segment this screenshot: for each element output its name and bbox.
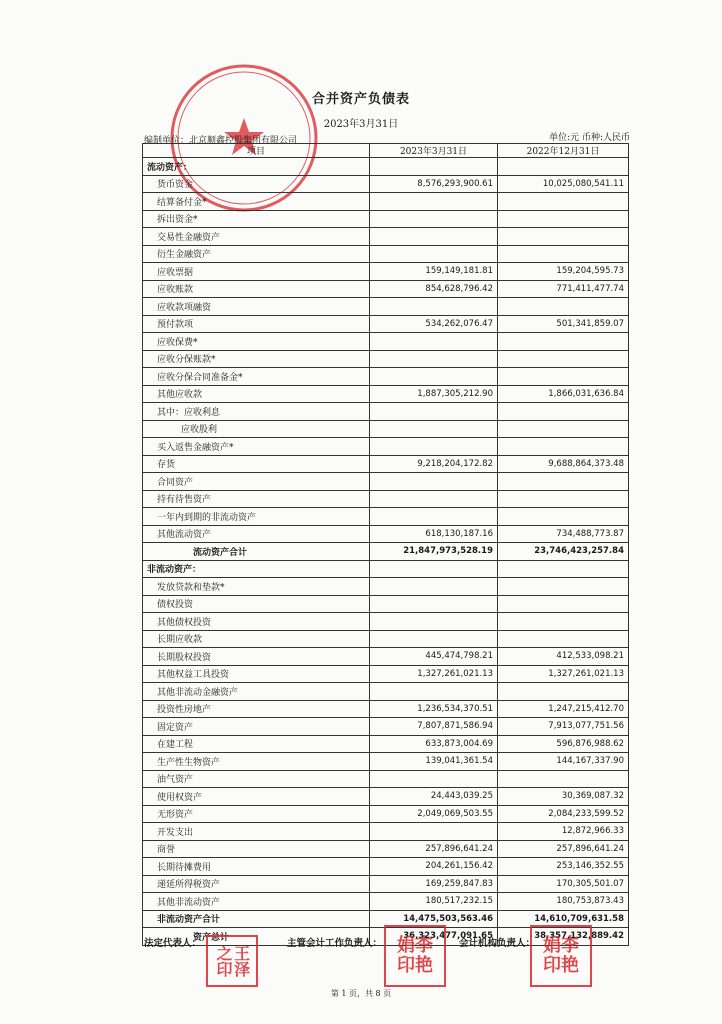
value-current [370, 560, 498, 578]
value-prior: 14,610,709,631.58 [498, 910, 629, 928]
table-row [143, 665, 629, 683]
row-label: 应收账款 [143, 280, 370, 298]
value-prior: 1,866,031,636.84 [498, 385, 629, 403]
value-current: 24,443,039.25 [370, 788, 498, 806]
header-prior: 2022年12月31日 [498, 144, 629, 158]
row-label: 长期待摊费用 [143, 858, 370, 876]
table-row [143, 753, 629, 771]
header-item: 项目 [143, 144, 370, 158]
row-label: 递延所得税资产 [143, 875, 370, 893]
value-current: 8,576,293,900.61 [370, 175, 498, 193]
row-label: 预付款项 [143, 315, 370, 333]
value-prior: 734,488,773.87 [498, 525, 629, 543]
row-label: 非流动资产： [143, 560, 370, 578]
value-prior: 7,913,077,751.56 [498, 718, 629, 736]
table-row [143, 875, 629, 893]
row-label: 结算备付金* [143, 193, 370, 211]
value-current [370, 228, 498, 246]
value-prior: 144,167,337.90 [498, 753, 629, 771]
report-title: 合并资产负债表 [311, 92, 410, 107]
accountant-head-stamp: 娟李 印艳 [384, 925, 446, 987]
value-prior [498, 473, 629, 491]
value-current [370, 368, 498, 386]
value-current: 180,517,232.15 [370, 893, 498, 911]
unit-label: 单位:元 币种:人民币 [549, 133, 630, 143]
value-prior [498, 333, 629, 351]
value-current [370, 630, 498, 648]
row-label: 油气资产 [143, 770, 370, 788]
row-label: 非流动资产合计 [143, 910, 370, 928]
value-prior [498, 403, 629, 421]
table-row [143, 543, 629, 561]
value-prior: 257,896,641.24 [498, 840, 629, 858]
value-prior: 1,327,261,021.13 [498, 665, 629, 683]
accounting-head-label: 主管会计工作负责人： [287, 938, 383, 949]
value-prior [498, 508, 629, 526]
value-current [370, 770, 498, 788]
compiler-label: 编制单位：北京顺鑫控股集团有限公司 [144, 136, 298, 146]
value-current: 14,475,503,563.46 [370, 910, 498, 928]
row-label: 长期应收款 [143, 630, 370, 648]
value-current [370, 613, 498, 631]
value-current [370, 298, 498, 316]
row-label: 开发支出 [143, 823, 370, 841]
value-current: 445,474,798.21 [370, 648, 498, 666]
table-row [143, 823, 629, 841]
value-prior [498, 438, 629, 456]
table-row [143, 350, 629, 368]
table-row [143, 193, 629, 211]
row-label: 货币资金 [143, 175, 370, 193]
table-row [143, 245, 629, 263]
value-current [370, 245, 498, 263]
balance-sheet-table [142, 143, 629, 946]
value-prior: 23,746,423,257.84 [498, 543, 629, 561]
row-label: 交易性金融资产 [143, 228, 370, 246]
value-prior [498, 210, 629, 228]
value-current [370, 210, 498, 228]
value-current: 159,149,181.81 [370, 263, 498, 281]
value-prior: 501,341,859.07 [498, 315, 629, 333]
value-current [370, 193, 498, 211]
row-label: 资产总计 [143, 928, 370, 946]
table-row [143, 525, 629, 543]
table-row [143, 228, 629, 246]
row-label: 应收分保账款* [143, 350, 370, 368]
row-label: 应收票据 [143, 263, 370, 281]
table-row [143, 735, 629, 753]
table-row [143, 210, 629, 228]
value-current: 534,262,076.47 [370, 315, 498, 333]
value-current [370, 595, 498, 613]
value-prior [498, 630, 629, 648]
row-label: 发放贷款和垫款* [143, 578, 370, 596]
value-prior: 253,146,352.55 [498, 858, 629, 876]
table-row [143, 158, 629, 176]
value-current: 9,218,204,172.82 [370, 455, 498, 473]
table-row [143, 718, 629, 736]
row-label: 其他应收款 [143, 385, 370, 403]
value-prior: 1,247,215,412.70 [498, 700, 629, 718]
value-prior: 159,204,595.73 [498, 263, 629, 281]
table-row [143, 840, 629, 858]
table-row [143, 508, 629, 526]
value-current: 1,887,305,212.90 [370, 385, 498, 403]
value-current: 21,847,973,528.19 [370, 543, 498, 561]
value-prior: 30,369,087.32 [498, 788, 629, 806]
value-current [370, 403, 498, 421]
row-label: 存货 [143, 455, 370, 473]
value-prior: 9,688,864,373.48 [498, 455, 629, 473]
row-label: 其他权益工具投资 [143, 665, 370, 683]
row-label: 生产性生物资产 [143, 753, 370, 771]
value-current [370, 508, 498, 526]
table-row [143, 175, 629, 193]
row-label: 衍生金融资产 [143, 245, 370, 263]
row-label: 持有待售资产 [143, 490, 370, 508]
table-row [143, 455, 629, 473]
value-prior [498, 770, 629, 788]
value-prior: 412,533,098.21 [498, 648, 629, 666]
value-current: 36,323,477,091.65 [370, 928, 498, 946]
value-current: 139,041,361.54 [370, 753, 498, 771]
value-current [370, 350, 498, 368]
value-prior [498, 228, 629, 246]
row-label: 流动资产合计 [143, 543, 370, 561]
value-prior: 771,411,477.74 [498, 280, 629, 298]
row-label: 其他流动资产 [143, 525, 370, 543]
table-row [143, 473, 629, 491]
row-label: 在建工程 [143, 735, 370, 753]
row-label: 商誉 [143, 840, 370, 858]
table-row [143, 893, 629, 911]
table-row [143, 368, 629, 386]
value-current [370, 683, 498, 701]
value-prior [498, 578, 629, 596]
value-current [370, 438, 498, 456]
value-prior: 2,084,233,599.52 [498, 805, 629, 823]
value-prior [498, 490, 629, 508]
accounting-org-label: 会计机构负责人： [459, 938, 536, 949]
legal-rep-stamp: 王泽 之印 [206, 935, 258, 987]
value-prior: 38,357,132,889.42 [498, 928, 629, 946]
row-label: 债权投资 [143, 595, 370, 613]
value-prior [498, 560, 629, 578]
value-current: 204,261,156.42 [370, 858, 498, 876]
table-row [143, 683, 629, 701]
accounting-org-stamp: 娟李 印艳 [530, 925, 592, 987]
value-current: 618,130,187.16 [370, 525, 498, 543]
value-prior [498, 420, 629, 438]
row-label: 应收款项融资 [143, 298, 370, 316]
value-current: 7,807,871,586.94 [370, 718, 498, 736]
value-prior: 170,305,501.07 [498, 875, 629, 893]
value-current [370, 490, 498, 508]
value-current [370, 473, 498, 491]
value-current: 2,049,069,503.55 [370, 805, 498, 823]
table-row [143, 333, 629, 351]
table-row [143, 420, 629, 438]
table-row [143, 805, 629, 823]
table-row [143, 613, 629, 631]
row-label: 应收分保合同准备金* [143, 368, 370, 386]
value-prior: 180,753,873.43 [498, 893, 629, 911]
table-row [143, 438, 629, 456]
row-label: 拆出资金* [143, 210, 370, 228]
value-current: 1,327,261,021.13 [370, 665, 498, 683]
value-prior [498, 298, 629, 316]
row-label: 其他非流动资产 [143, 893, 370, 911]
value-prior [498, 683, 629, 701]
report-date: 2023年3月31日 [323, 119, 399, 130]
table-row [143, 700, 629, 718]
row-label: 投资性房地产 [143, 700, 370, 718]
row-label: 合同资产 [143, 473, 370, 491]
value-prior [498, 613, 629, 631]
value-prior [498, 245, 629, 263]
value-current [370, 578, 498, 596]
value-prior: 596,876,988.62 [498, 735, 629, 753]
row-label: 买入返售金融资产* [143, 438, 370, 456]
table-row [143, 280, 629, 298]
table-row [143, 578, 629, 596]
row-label: 使用权资产 [143, 788, 370, 806]
value-current: 854,628,796.42 [370, 280, 498, 298]
row-label: 无形资产 [143, 805, 370, 823]
row-label: 一年内到期的非流动资产 [143, 508, 370, 526]
table-row [143, 315, 629, 333]
table-row [143, 770, 629, 788]
page-number: 第 1 页，共 8 页 [330, 989, 392, 998]
table-row [143, 490, 629, 508]
value-current [370, 823, 498, 841]
row-label: 应收股利 [143, 420, 370, 438]
row-label: 流动资产： [143, 158, 370, 176]
row-label: 应收保费* [143, 333, 370, 351]
row-label: 其他非流动金融资产 [143, 683, 370, 701]
value-prior: 10,025,080,541.11 [498, 175, 629, 193]
table-row [143, 595, 629, 613]
row-label: 其中：应收利息 [143, 403, 370, 421]
row-label: 固定资产 [143, 718, 370, 736]
table-row [143, 385, 629, 403]
table-row [143, 403, 629, 421]
table-row [143, 788, 629, 806]
table-row [143, 630, 629, 648]
table-row [143, 858, 629, 876]
value-current [370, 420, 498, 438]
table-row [143, 298, 629, 316]
value-current: 1,236,534,370.51 [370, 700, 498, 718]
table-row [143, 263, 629, 281]
value-prior [498, 350, 629, 368]
row-label: 长期股权投资 [143, 648, 370, 666]
value-current: 257,896,641.24 [370, 840, 498, 858]
value-prior [498, 368, 629, 386]
value-prior [498, 158, 629, 176]
value-current [370, 333, 498, 351]
legal-representative-label: 法定代表人： [144, 938, 202, 949]
row-label: 其他债权投资 [143, 613, 370, 631]
table-row [143, 648, 629, 666]
table-row [143, 560, 629, 578]
header-current: 2023年3月31日 [370, 144, 498, 158]
value-prior [498, 595, 629, 613]
value-prior: 12,872,966.33 [498, 823, 629, 841]
value-current: 633,873,004.69 [370, 735, 498, 753]
value-current: 169,259,847.83 [370, 875, 498, 893]
value-current [370, 158, 498, 176]
table-header-row [143, 144, 629, 158]
value-prior [498, 193, 629, 211]
